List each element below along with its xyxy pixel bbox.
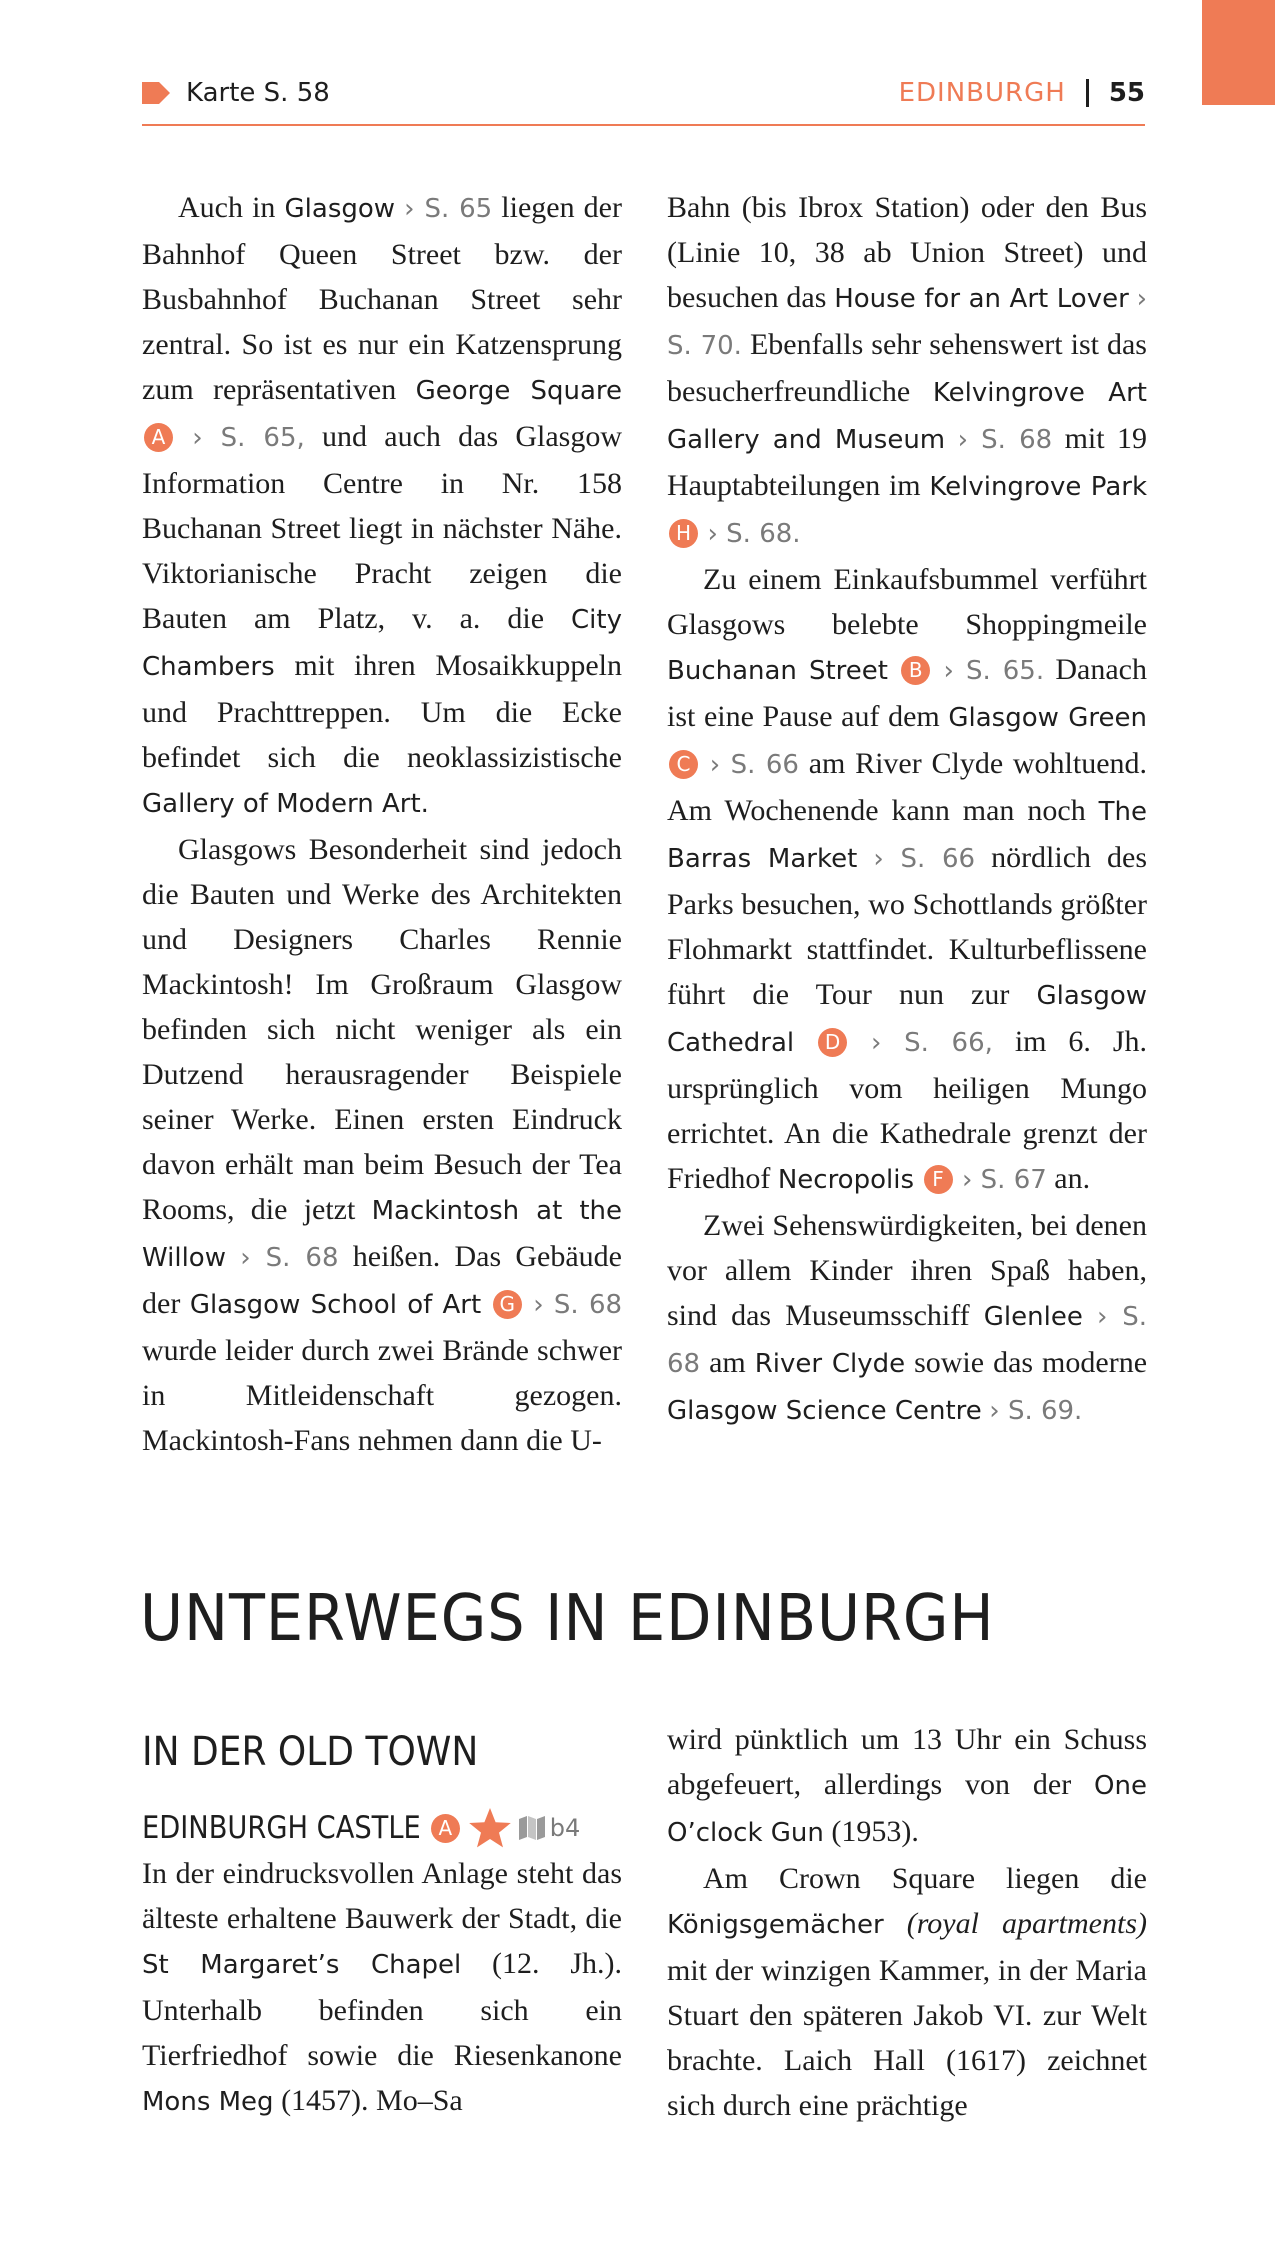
- page-reference: › S. 70.: [667, 284, 1147, 361]
- running-head: [899, 78, 1145, 108]
- place-name: Glasgow Science Centre: [667, 1396, 982, 1426]
- page-reference: › S. 66: [709, 750, 799, 780]
- body-text: wird pünktlich um 13 Uhr ein Schuss abgefeuert, allerdings von der: [667, 1723, 1147, 1801]
- body-text: Danach ist eine Pause auf dem: [667, 653, 1147, 733]
- map-marker-badge: C: [669, 750, 698, 779]
- body-text: wurde leider durch zwei Brände schwer in Mitleidenschaft gezogen. Mackintosh-Fans nehmen dann die U-: [142, 1334, 622, 1457]
- header-divider: [1086, 79, 1089, 107]
- place-name: Mons Meg: [142, 2087, 274, 2117]
- body-text: mit ihren Mosaikkuppeln und Prachttreppen. Um die Ecke befindet sich die neoklassizistische: [142, 649, 622, 774]
- place-name: Glasgow: [284, 194, 396, 224]
- body-text: mit der winzigen Kammer, in der Maria Stuart den späteren Jakob VI. zur Welt brachte. Laich Hall (1617) zeichnet sich durch eine prächtige: [667, 1954, 1147, 2122]
- map-marker-badge: D: [818, 1028, 847, 1057]
- place-name: The Barras Market: [667, 797, 1147, 874]
- paragraph: [667, 1203, 1147, 1434]
- running-head-city: EDINBURGH: [898, 78, 1066, 108]
- page-reference: › S. 67: [962, 1165, 1047, 1195]
- page-reference: › S. 68: [957, 425, 1053, 455]
- page-reference: › S. 66,: [870, 1028, 993, 1058]
- body-text: Zu einem Einkaufsbummel verführt Glasgows belebte Shoppingmeile: [667, 563, 1147, 641]
- map-marker-badge: F: [924, 1165, 953, 1194]
- body-text: mit 19 Hauptabteilungen im: [667, 422, 1148, 502]
- place-name: Glasgow Cathedral: [667, 981, 1147, 1058]
- body-text: Auch in: [178, 191, 285, 224]
- body-text: am River Clyde wohltuend. Am Wochenende kann man noch: [667, 747, 1148, 827]
- map-marker-badge: A: [431, 1814, 460, 1843]
- map-reference: [142, 78, 330, 108]
- map-grid-reference: b4: [549, 1813, 581, 1842]
- paragraph: [667, 1717, 1147, 1856]
- page-number: 55: [1108, 78, 1145, 108]
- text-column-top-left: [142, 185, 622, 1463]
- body-text: (1953).: [823, 1815, 919, 1848]
- sight-entry-heading: [142, 1805, 622, 1851]
- place-name: Königsgemächer: [667, 1910, 884, 1940]
- place-name: Buchanan Street: [667, 656, 888, 686]
- text-column-top-right: [667, 185, 1147, 1434]
- text-column-bottom-left: [142, 1725, 622, 2125]
- paragraph: [667, 1856, 1147, 2128]
- body-text: Glasgows Besonderheit sind jedoch die Bauten und Werke des Architekten und Designers Charles Rennie Mackintosh! Im Großraum Glasgow befinden sich nicht weniger als ein Dutzend herausragender Beispiele seiner Werke. Einen ersten Eindruck davon erhält man beim Besuch der Tea Rooms, die jetzt: [142, 833, 622, 1226]
- body-text: im 6. Jh. ursprünglich vom heiligen Mungo errichtet. An die Kathedrale grenzt der Friedhof: [667, 1025, 1148, 1195]
- page-reference: › S. 68: [667, 1302, 1147, 1379]
- paragraph: [142, 185, 622, 827]
- map-marker-badge: A: [144, 423, 173, 452]
- place-name: House for an Art Lover: [834, 284, 1129, 314]
- paragraph: [142, 1851, 622, 2125]
- page-reference: › S. 69.: [989, 1396, 1083, 1426]
- body-text: (12. Jh.). Unterhalb befinden sich ein Tierfriedhof sowie die Riesenkanone: [142, 1947, 623, 2072]
- subsection-heading: IN DER OLD TOWN: [142, 1729, 479, 1775]
- body-text: und auch das Glasgow Information Centre in Nr. 158 Buchanan Street liegt in nächster Nähe. Viktorianische Pracht zeigen die Bauten am Platz, v. a. die: [142, 420, 623, 635]
- place-name: River Clyde: [754, 1349, 906, 1379]
- place-name: Glasgow School of Art: [189, 1290, 482, 1320]
- map-reference-label: Karte S. 58: [186, 78, 330, 108]
- place-name: Kelvingrove Art Gallery and Museum: [667, 378, 1147, 455]
- body-text: liegen der Bahnhof Queen Street bzw. der Busbahnhof Buchanan Street sehr zentral. So ist es nur ein Katzensprung zum repräsentativen: [142, 191, 622, 406]
- section-heading: UNTERWEGS IN EDINBURGH: [140, 1582, 995, 1656]
- paragraph: [142, 827, 622, 1463]
- place-name: Glenlee: [983, 1302, 1083, 1332]
- arrow-marker-icon: [142, 82, 170, 104]
- body-text: Am Crown Square liegen die: [703, 1862, 1147, 1895]
- page-reference: › S. 66: [873, 844, 976, 874]
- map-marker-badge: G: [493, 1290, 522, 1319]
- body-text: In der eindrucksvollen Anlage steht das älteste erhaltene Bauwerk der Stadt, die: [142, 1857, 622, 1935]
- paragraph: [667, 557, 1147, 1203]
- body-text: am: [700, 1346, 755, 1379]
- sight-title: EDINBURGH CASTLE: [142, 1809, 421, 1846]
- place-name: Necropolis: [777, 1165, 914, 1195]
- place-name: St Margaret’s Chapel: [142, 1950, 462, 1980]
- map-marker-badge: H: [669, 519, 698, 548]
- text-column-bottom-right: [667, 1717, 1147, 2128]
- page-reference: › S. 68.: [707, 519, 801, 549]
- italic-term: (royal apartments): [906, 1907, 1147, 1940]
- paragraph: [667, 185, 1147, 557]
- body-text: Bahn (bis Ibrox Station) oder den Bus (Linie 10, 38 ab Union Street) und besuchen das: [667, 191, 1147, 314]
- map-marker-badge: B: [901, 656, 930, 685]
- page-reference: › S. 68: [533, 1290, 623, 1320]
- star-icon: [468, 1807, 512, 1849]
- page-header: [142, 72, 1145, 126]
- place-name: Glasgow Green: [948, 703, 1147, 733]
- body-text: (1457). Mo–Sa: [273, 2084, 463, 2117]
- body-text: heißen. Das Gebäude der: [142, 1240, 622, 1320]
- page-reference: › S. 68: [240, 1243, 339, 1273]
- page-reference: › S. 65.: [943, 656, 1045, 686]
- place-name: Gallery of Modern Art.: [142, 789, 429, 819]
- page-reference: › S. 65: [404, 194, 493, 224]
- place-name: City Chambers: [142, 605, 622, 682]
- body-text: Ebenfalls sehr sehenswert ist das besucherfreundliche: [667, 328, 1147, 408]
- body-text: nördlich des Parks besuchen, wo Schottlands größter Flohmarkt stattfindet. Kulturbeflissene führt die Tour nun zur: [667, 841, 1148, 1011]
- place-name: Kelvingrove Park: [929, 472, 1147, 502]
- body-text: sowie das moderne: [905, 1346, 1148, 1379]
- place-name: George Square: [415, 376, 622, 406]
- body-text: an.: [1046, 1162, 1091, 1195]
- page-reference: › S. 65,: [192, 423, 305, 453]
- place-name: One O’clock Gun: [667, 1771, 1147, 1848]
- page-edge-tab: [1202, 0, 1275, 105]
- body-text: Zwei Sehenswürdigkeiten, bei denen vor allem Kinder ihren Spaß haben, sind das Museumsschiff: [667, 1209, 1147, 1332]
- map-icon: [518, 1815, 546, 1841]
- place-name: Mackintosh at the Willow: [142, 1196, 622, 1273]
